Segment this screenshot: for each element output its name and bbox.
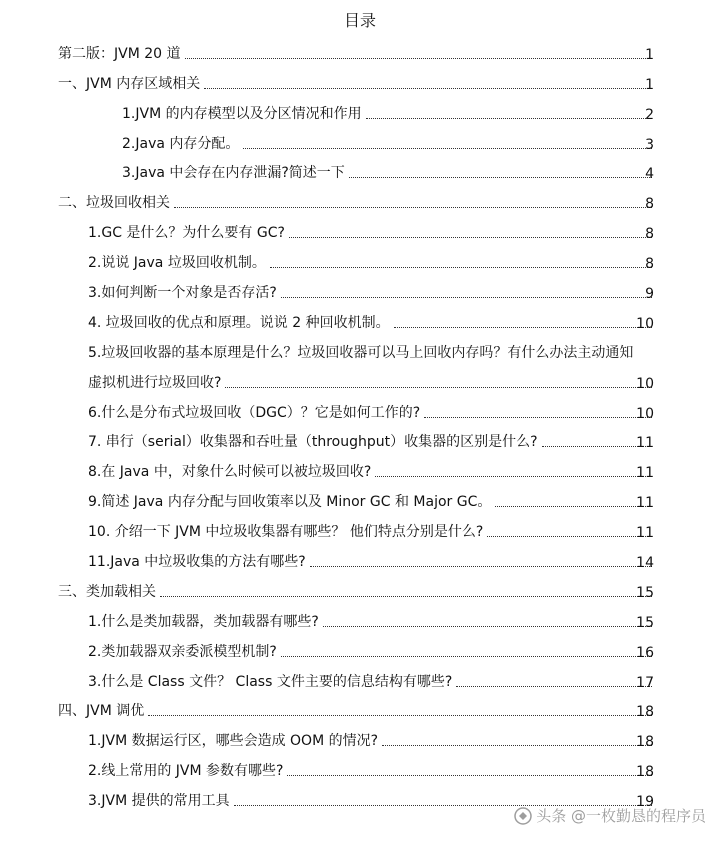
toc-page-number: 17	[636, 674, 654, 691]
toc-entry[interactable]	[0, 722, 720, 752]
toc-entry-text: 2.线上常用的 JVM 参数有哪些?	[88, 763, 284, 780]
toc-page-number: 8	[645, 196, 654, 213]
dot-leader	[424, 417, 652, 418]
toc-entry[interactable]	[0, 483, 720, 513]
dot-leader	[287, 775, 652, 776]
toc-entry[interactable]	[0, 274, 720, 304]
toc-entry-text: 9.简述 Java 内存分配与回收策率以及 Minor GC 和 Major GC。	[88, 494, 492, 511]
toc-list	[0, 35, 720, 812]
toc-page-number: 10	[636, 375, 654, 392]
dot-leader	[225, 387, 652, 388]
toc-page-number: 1	[645, 46, 654, 63]
dot-leader	[375, 476, 652, 477]
toc-entry[interactable]	[0, 543, 720, 573]
toc-page-number: 15	[636, 614, 654, 631]
toc-title: 目录	[343, 11, 376, 30]
toc-entry[interactable]	[0, 125, 720, 155]
toc-entry-text: 1.JVM 的内存模型以及分区情况和作用	[122, 105, 362, 122]
dot-leader	[270, 267, 652, 268]
toc-page-number: 18	[636, 704, 654, 721]
toc-entry[interactable]	[0, 663, 720, 693]
toc-entry[interactable]	[0, 65, 720, 95]
toc-entry-text: 2.类加载器双亲委派模型机制?	[88, 643, 277, 660]
dot-leader	[185, 58, 653, 59]
toc-page-number: 14	[636, 555, 654, 572]
dot-leader	[204, 88, 652, 89]
toc-entry[interactable]	[0, 364, 720, 394]
toc-entry-text: 4. 垃圾回收的优点和原理。说说 2 种回收机制。	[88, 314, 390, 331]
toc-entry[interactable]	[0, 752, 720, 782]
toc-page-number: 8	[645, 256, 654, 273]
toc-entry-text: 虚拟机进行垃圾回收?	[88, 374, 222, 391]
toc-entry-text: 5.垃圾回收器的基本原理是什么？垃圾回收器可以马上回收内存吗？有什么办法主动通知	[88, 344, 634, 361]
toc-entry[interactable]	[0, 155, 720, 185]
toc-entry-text: 四、JVM 调优	[58, 703, 145, 720]
toc-entry-text: 二、垃圾回收相关	[58, 195, 170, 212]
toc-entry-text: 3.什么是 Class 文件？ Class 文件主要的信息结构有哪些?	[88, 673, 453, 690]
toc-entry[interactable]	[0, 95, 720, 125]
watermark-text: 头条 @一枚勤恳的程序员	[536, 807, 706, 825]
toc-entry[interactable]	[0, 334, 720, 364]
dot-leader	[349, 177, 652, 178]
toc-entry-text: 11.Java 中垃圾收集的方法有哪些?	[88, 554, 306, 571]
toc-page-number: 8	[645, 226, 654, 243]
toc-entry-text: 第二版：JVM 20 道	[58, 45, 181, 62]
toc-page-number: 11	[636, 435, 654, 452]
toc-entry-text: 一、JVM 内存区域相关	[58, 75, 201, 92]
dot-leader	[323, 626, 652, 627]
dot-leader	[281, 656, 652, 657]
dot-leader	[174, 207, 652, 208]
toc-entry-text: 1.什么是类加载器，类加载器有哪些?	[88, 613, 319, 630]
toc-page-number: 19	[636, 794, 654, 811]
toc-page-number: 11	[636, 525, 654, 542]
toc-entry[interactable]	[0, 394, 720, 424]
toc-page-number: 15	[636, 584, 654, 601]
toc-entry[interactable]	[0, 453, 720, 483]
toc-entry[interactable]	[0, 304, 720, 334]
dot-leader	[487, 536, 652, 537]
toc-page-number: 11	[636, 465, 654, 482]
toc-page-number: 11	[636, 495, 654, 512]
toc-entry[interactable]	[0, 603, 720, 633]
dot-leader	[495, 506, 652, 507]
toc-entry-text: 10. 介绍一下 JVM 中垃圾收集器有哪些？ 他们特点分别是什么?	[88, 524, 484, 541]
toc-entry-text: 2.Java 内存分配。	[122, 135, 240, 152]
toc-page-number: 10	[636, 315, 654, 332]
toc-entry-text: 2.说说 Java 垃圾回收机制。	[88, 255, 266, 272]
toc-entry[interactable]	[0, 513, 720, 543]
toc-entry-text: 6.什么是分布式垃圾回收（DGC）？它是如何工作的?	[88, 404, 421, 421]
toc-page-number: 18	[636, 734, 654, 751]
toc-page-number: 2	[645, 106, 654, 123]
toc-page-number: 10	[636, 405, 654, 422]
toc-entry-text: 三、类加载相关	[58, 583, 156, 600]
dot-leader	[160, 596, 652, 597]
toc-entry-text: 3.如何判断一个对象是否存活?	[88, 285, 277, 302]
toc-page-number: 4	[645, 166, 654, 183]
dot-leader	[281, 297, 652, 298]
toc-entry[interactable]	[0, 573, 720, 603]
toc-page-number: 1	[645, 76, 654, 93]
dot-leader	[382, 745, 652, 746]
toc-page-number: 3	[645, 136, 654, 153]
toc-entry[interactable]	[0, 633, 720, 663]
toc-page-number: 18	[636, 764, 654, 781]
toc-entry[interactable]	[0, 244, 720, 274]
toutiao-logo-icon	[514, 807, 532, 825]
toc-entry[interactable]	[0, 184, 720, 214]
toc-entry[interactable]	[0, 424, 720, 454]
dot-leader	[243, 148, 652, 149]
toc-entry[interactable]	[0, 35, 720, 65]
toc-page-number: 9	[645, 286, 654, 303]
dot-leader	[456, 686, 652, 687]
toc-entry-text: 3.JVM 提供的常用工具	[88, 793, 230, 810]
toc-entry[interactable]	[0, 693, 720, 723]
toc-entry-text: 1.GC 是什么？为什么要有 GC?	[88, 225, 285, 242]
dot-leader	[148, 715, 652, 716]
watermark	[514, 805, 706, 826]
toc-entry-text: 8.在 Java 中，对象什么时候可以被垃圾回收?	[88, 464, 372, 481]
toc-entry-text: 7. 串行（serial）收集器和吞吐量（throughput）收集器的区别是什么?	[88, 434, 538, 451]
toc-entry-text: 1.JVM 数据运行区，哪些会造成 OOM 的情况?	[88, 733, 379, 750]
dot-leader	[289, 237, 652, 238]
dot-leader	[394, 327, 652, 328]
toc-entry-text: 3.Java 中会存在内存泄漏?简述一下	[122, 165, 345, 182]
dot-leader	[310, 566, 652, 567]
toc-entry[interactable]	[0, 214, 720, 244]
toc-page-number: 16	[636, 644, 654, 661]
dot-leader	[366, 118, 652, 119]
